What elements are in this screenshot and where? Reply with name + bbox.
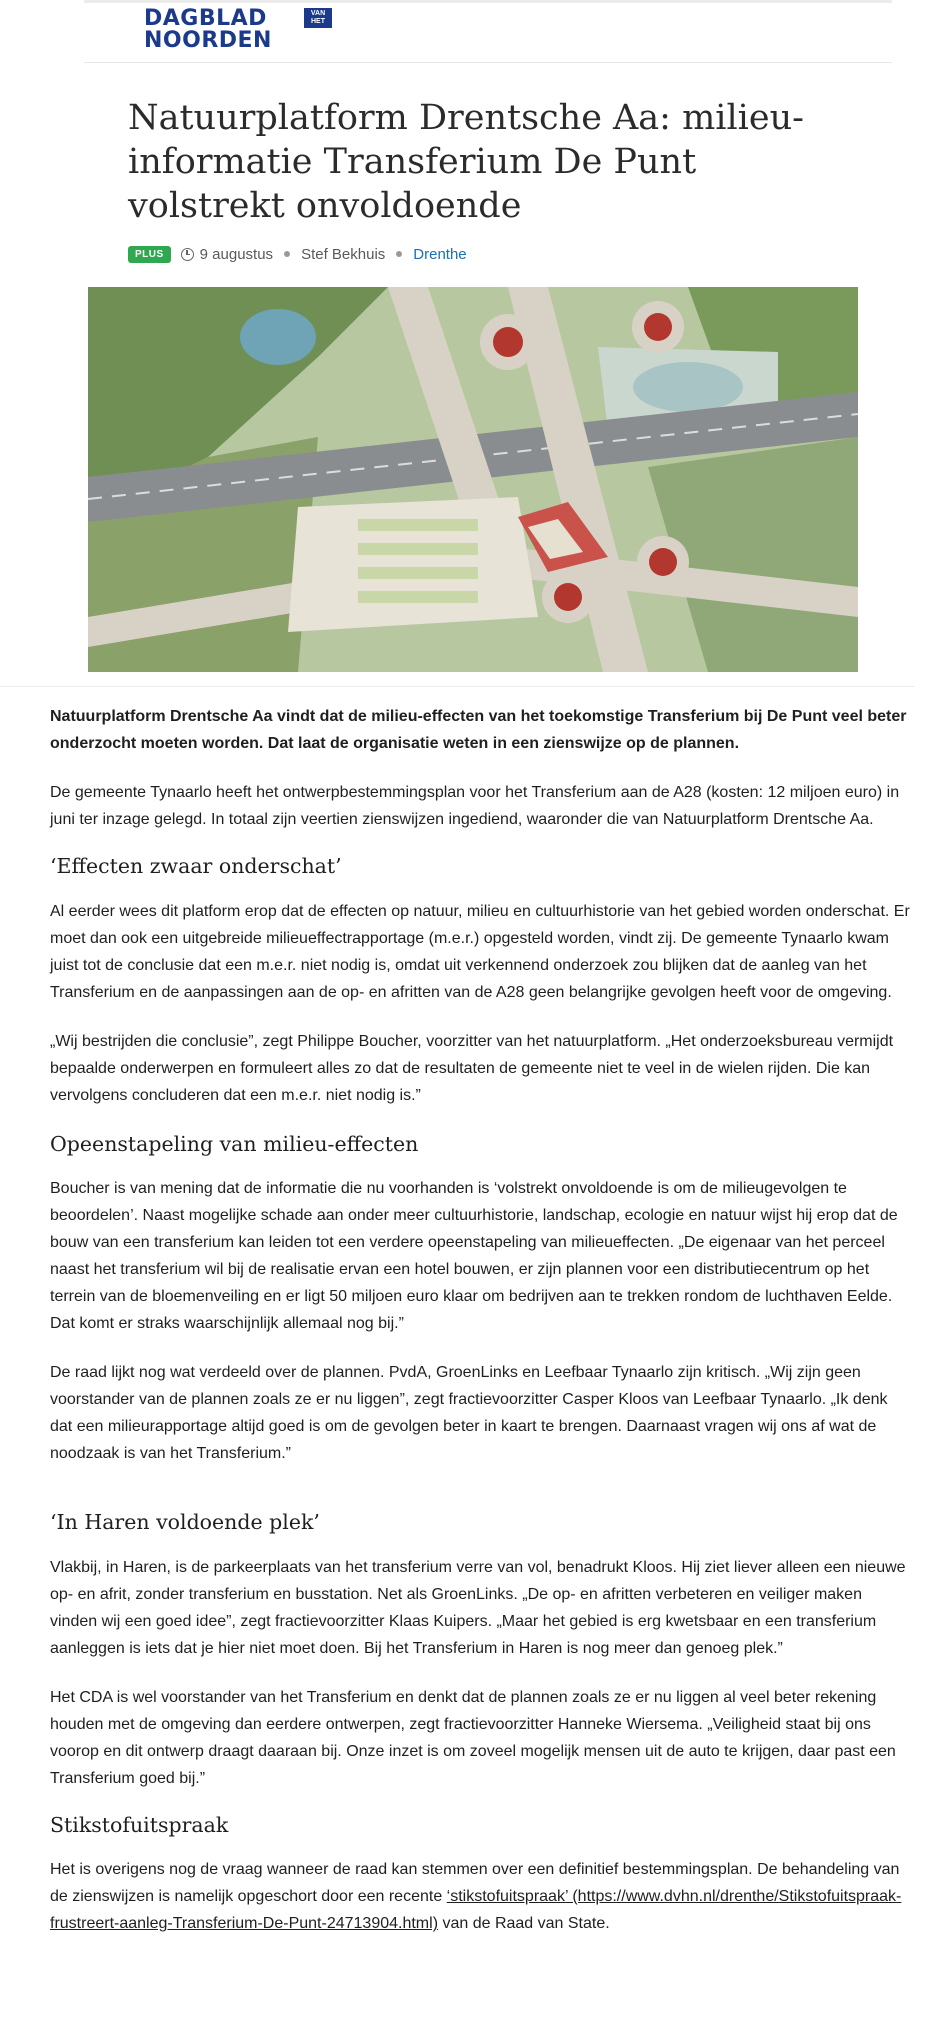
publish-date: 9 augustus: [199, 245, 274, 263]
article-paragraph: De raad lijkt nog wat verdeeld over de plannen. PvdA, GroenLinks en Leefbaar Tynaarlo zijn kritisch. „Wij zijn geen voorstander van de plannen zoals ze er nu liggen”, zegt fractievoorzitter Casper Kloos van Leefbaar Tynaarlo. „Ik denk dat een milieurapportage altijd goed is om de gevolgen beter in kaart te brengen. Daarnaast vragen wij ons af wat de noodzaak is van het Transferium.”: [50, 1364, 888, 1462]
hero-image-transferium-aerial: [88, 287, 858, 672]
section-heading: ‘Effecten zwaar onderschat’: [50, 854, 342, 878]
stikstofuitspraak-link[interactable]: ‘stikstofuitspraak’ (https://www.dvhn.nl/drenthe/Stikstofuitspraak-frustreert-aanleg-Transferium-De-Punt-24713904.html): [50, 1888, 902, 1932]
separator-dot: [396, 251, 402, 257]
category-link[interactable]: Drenthe: [413, 245, 467, 263]
article-paragraph: „Wij bestrijden die conclusie”, zegt Philippe Boucher, voorzitter van het natuurplatform. „Het onderzoeksbureau vermijdt bepaalde onderwerpen en formuleert alles zo dat de resultaten de gemeente niet te veel in de wielen rijden. Die kan vervolgens concluderen dat een m.e.r. niet nodig is.”: [50, 1033, 894, 1104]
logo-text-line2: NOORDEN: [144, 28, 272, 53]
article-paragraph: Het CDA is wel voorstander van het Transferium en denkt dat de plannen zoals ze er nu liggen al veel beter rekening houden met de omgeving dan eerdere ontwerpen, zegt fractievoorzitter Hanneke Wiersema. „Veiligheid staat bij ons voorop en dit ontwerp draagt daaraan bij. Onze inzet is om zoveel mogelijk mensen uit de auto te krijgen, daar past een Transferium goed bij.”: [50, 1689, 896, 1787]
article-paragraph: Al eerder wees dit platform erop dat de effecten op natuur, milieu en cultuurhistorie van het gebied worden onderschat. Er moet dan ook een uitgebreide milieueffectrapportage (m.e.r.) opgesteld worden, vindt zij. De gemeente Tynaarlo kwam juist tot de conclusie dat een m.e.r. niet nodig is, omdat uit verkennend onderzoek zou blijken dat de aanleg van het Transferium en de aanpassingen aan de op- en afritten van de A28 geen belangrijke gevolgen heeft voor de omgeving.: [50, 903, 910, 1001]
article-meta: [128, 242, 467, 266]
site-header: [84, 0, 892, 63]
clock-icon: [181, 248, 194, 261]
site-logo[interactable]: [144, 6, 334, 56]
section-heading: Stikstofuitspraak: [50, 1813, 229, 1837]
separator-dot: [284, 251, 290, 257]
section-heading: ‘In Haren voldoende plek’: [50, 1510, 320, 1534]
article-title: Natuurplatform Drentsche Aa: milieu-informatie Transferium De Punt volstrekt onvoldoende: [128, 98, 804, 226]
article-lead: Natuurplatform Drentsche Aa vindt dat de milieu-effecten van het toekomstige Transferium bij De Punt veel beter onderzocht moeten worden. Dat laat de organisatie weten in een zienswijze op de plannen.: [50, 708, 907, 752]
article-body: [50, 703, 910, 1937]
section-heading: Opeenstapeling van milieu-effecten: [50, 1132, 419, 1156]
paragraph-text: van de Raad van State.: [438, 1915, 610, 1932]
paragraph-text: Het is overigens nog de vraag wanneer de raad kan stemmen over een definitief bestemmingsplan. De behandeling van de zienswijzen is namelijk opgeschort door een recente: [50, 1861, 900, 1905]
article-paragraph-last: [50, 1856, 910, 1937]
article-paragraph: Vlakbij, in Haren, is de parkeerplaats van het transferium verre van vol, benadrukt Kloos. Hij ziet liever alleen een nieuwe op- en afrit, zonder transferium en busstation. Net als GroenLinks. „De op- en afritten verbeteren en veiliger maken vinden wij een goed idee”, zegt fractievoorzitter Klaas Kuipers. „Maar het gebied is erg kwetsbaar en een transferium aanleggen is iets dat je hier niet moet doen. Bij het Transferium in Haren is nog meer dan genoeg plek.”: [50, 1559, 906, 1657]
author-name[interactable]: Stef Bekhuis: [301, 245, 386, 263]
plus-badge: PLUS: [128, 246, 171, 263]
article-paragraph: De gemeente Tynaarlo heeft het ontwerpbestemmingsplan voor het Transferium aan de A28 (kosten: 12 miljoen euro) in juni ter inzage gelegd. In totaal zijn veertien zienswijzen ingediend, waaronder die van Natuurplatform Drentsche Aa.: [50, 784, 900, 828]
content-separator: [0, 686, 915, 687]
logo-van-het: VAN HET: [304, 8, 332, 28]
article-paragraph: Boucher is van mening dat de informatie die nu voorhanden is ‘volstrekt onvoldoende is om de milieugevolgen te beoordelen’. Naast mogelijke schade aan onder meer cultuurhistorie, landschap, ecologie en natuur wijst hij erop dat de bouw van een transferium kan leiden tot een verdere opeenstapeling van milieueffecten. „De eigenaar van het perceel naast het transferium wil bij de realisatie ervan een hotel bouwen, er zijn plannen voor een distributiecentrum op het terrein van de bloemenveiling en er ligt 50 miljoen euro klaar om bedrijven aan te trekken rondom de luchthaven Eelde. Dat komt er straks waarschijnlijk allemaal nog bij.”: [50, 1180, 898, 1332]
logo-text-line1: DAGBLAD: [144, 6, 267, 31]
